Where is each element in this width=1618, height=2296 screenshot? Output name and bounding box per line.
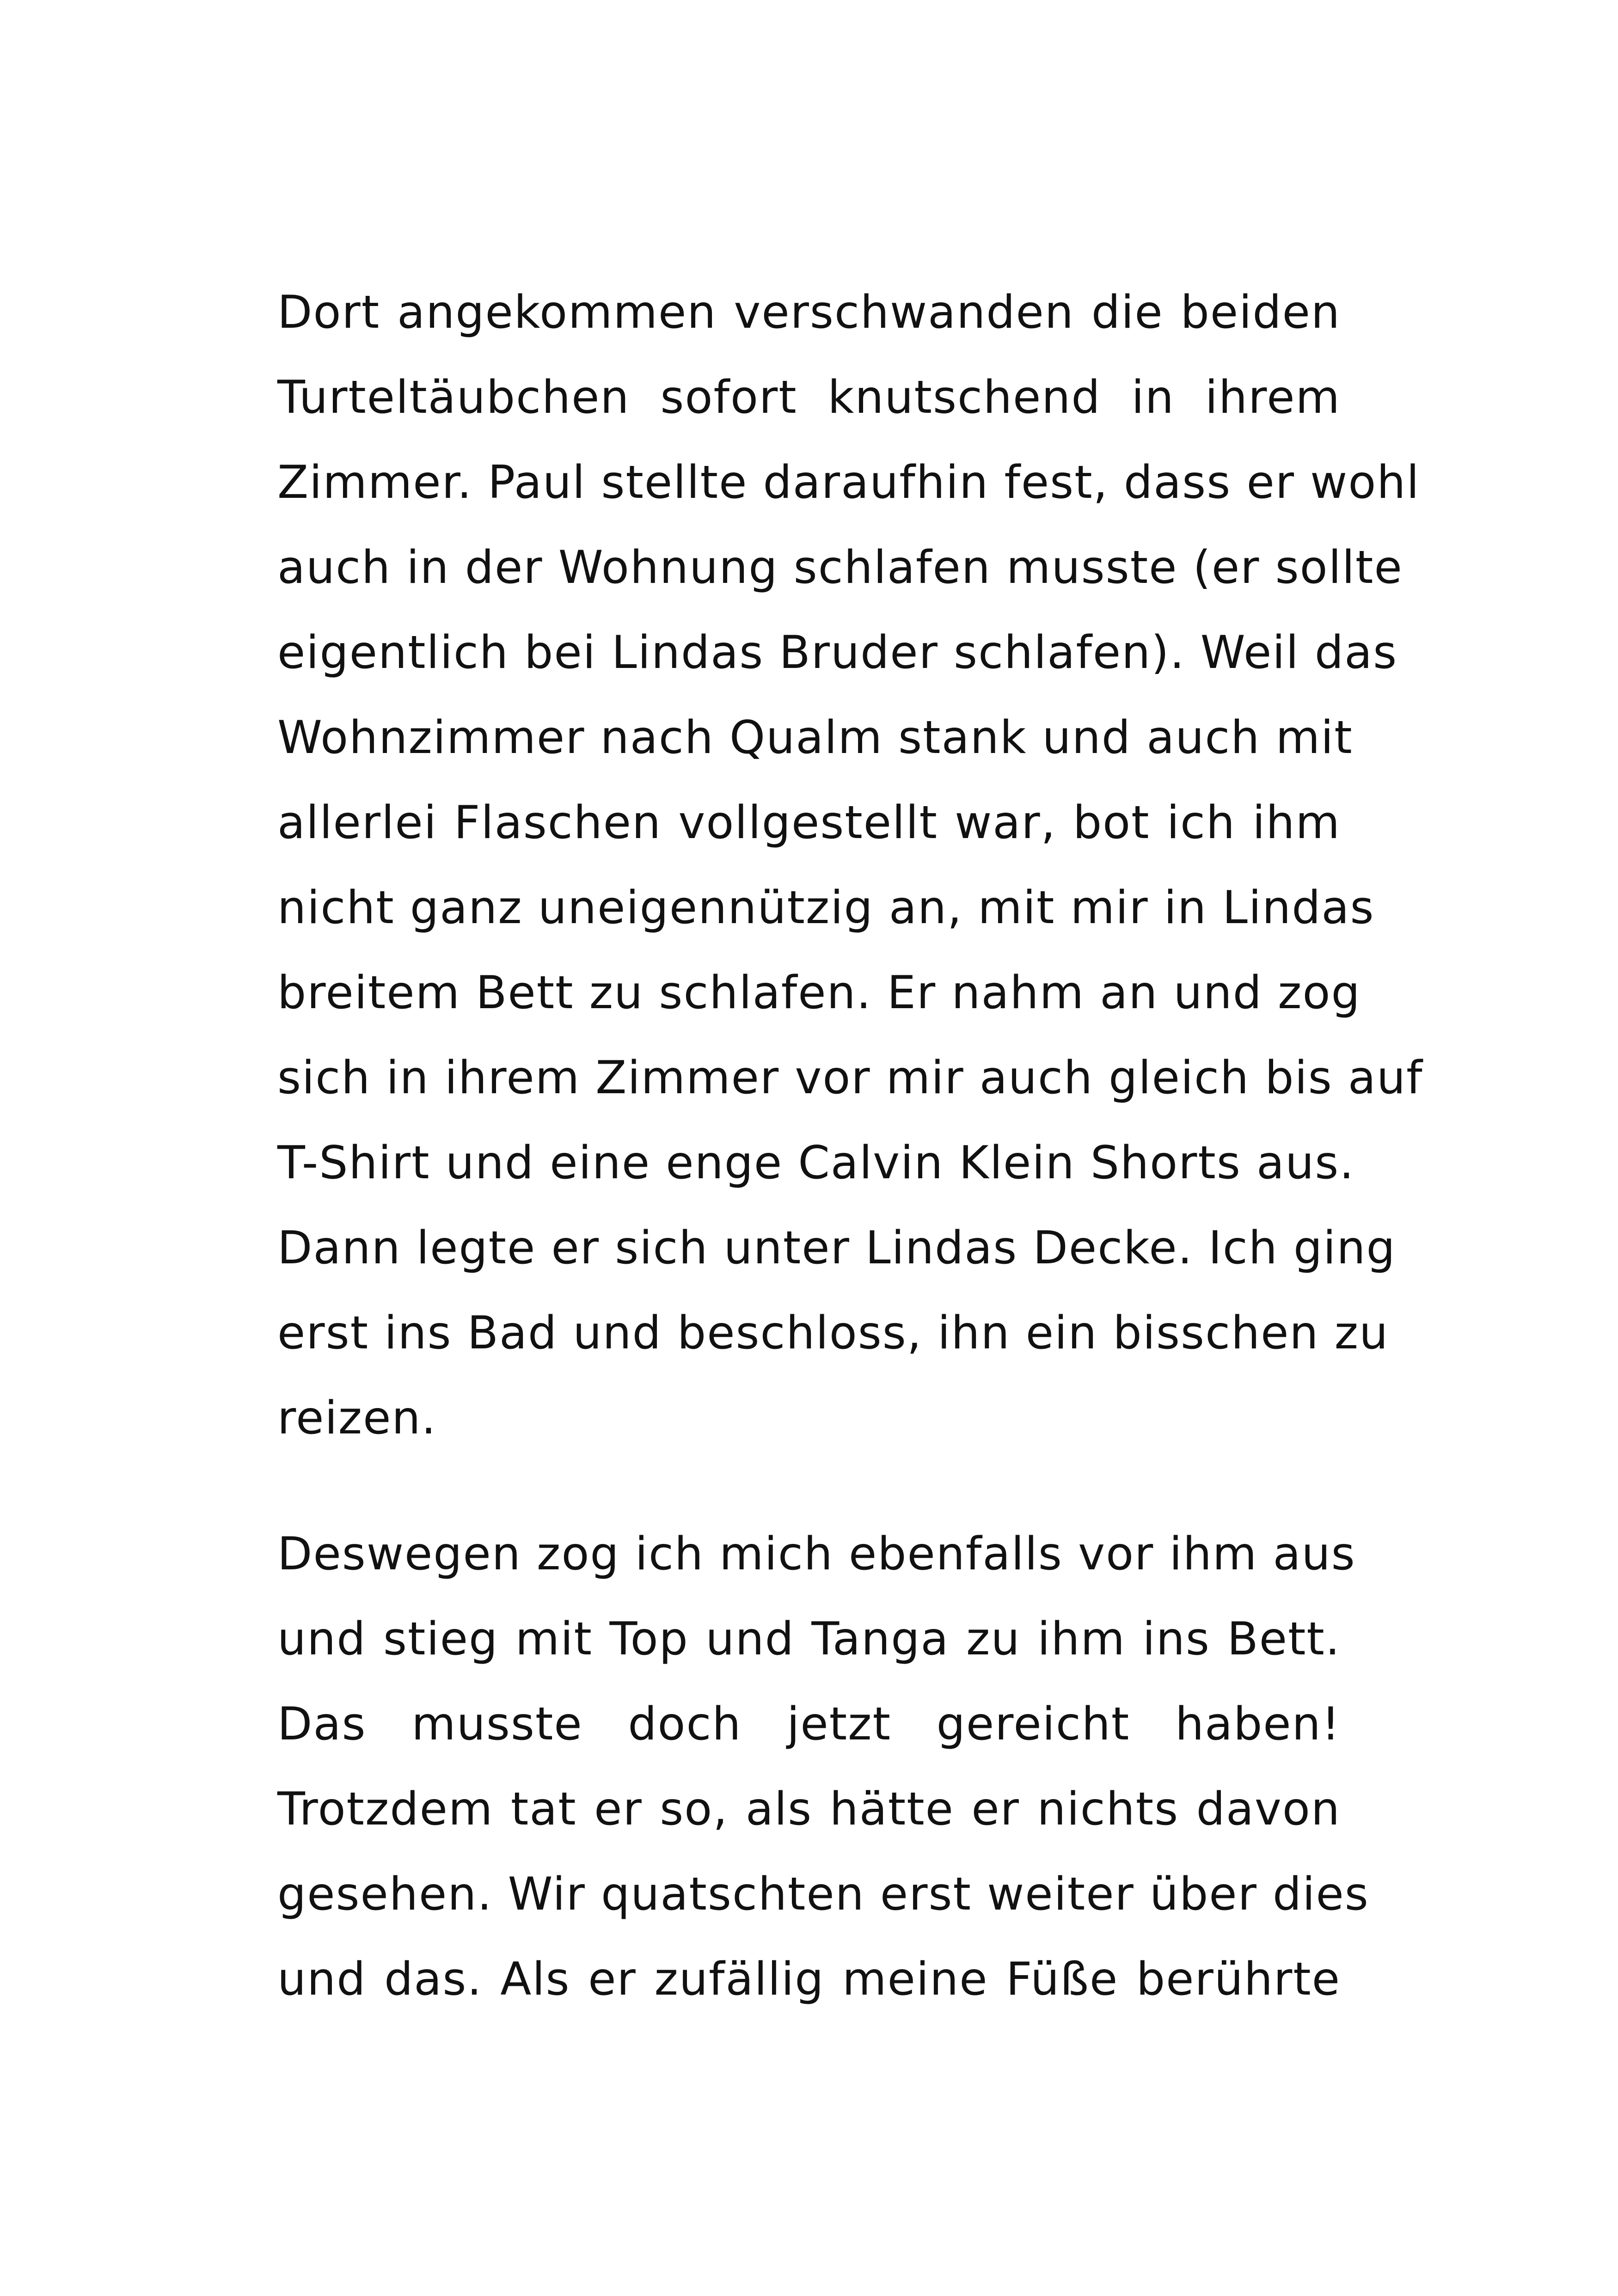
text-line: nicht ganz uneigennützig an, mit mir in Lindas xyxy=(277,882,1375,934)
text-line: Dort angekommen verschwanden die beiden xyxy=(277,286,1341,339)
text-line: Trotzdem tat er so, als hätte er nichts davon xyxy=(277,1783,1341,1836)
text-line: und das. Als er zufällig meine Füße berührte xyxy=(277,1953,1341,2006)
text-line: reizen. xyxy=(277,1392,437,1445)
paragraph-1 xyxy=(277,270,1423,1461)
text-line: breitem Bett zu schlafen. Er nahm an und zog xyxy=(277,967,1361,1019)
text-line: Deswegen zog ich mich ebenfalls vor ihm aus xyxy=(277,1528,1356,1580)
text-line: allerlei Flaschen vollgestellt war, bot ich ihm xyxy=(277,796,1341,849)
paragraph-2 xyxy=(277,1512,1369,2022)
text-line: Dann legte er sich unter Lindas Decke. Ich ging xyxy=(277,1222,1396,1274)
text-line: erst ins Bad und beschloss, ihn ein bisschen zu xyxy=(277,1307,1389,1359)
text-line: gesehen. Wir quatschten erst weiter über dies xyxy=(277,1868,1369,1921)
text-line: eigentlich bei Lindas Bruder schlafen). Weil das xyxy=(277,626,1398,679)
text-line: sich in ihrem Zimmer vor mir auch gleich bis auf xyxy=(277,1052,1423,1104)
text-line: und stieg mit Top und Tanga zu ihm ins Bett. xyxy=(277,1613,1341,1665)
text-line: Das musste doch jetzt gereicht haben! xyxy=(277,1698,1341,1751)
text-line: T-Shirt und eine enge Calvin Klein Shorts aus. xyxy=(277,1137,1355,1189)
text-line: Turteltäubchen sofort knutschend in ihrem xyxy=(277,371,1341,424)
text-line: auch in der Wohnung schlafen musste (er sollte xyxy=(277,541,1403,594)
text-line: Zimmer. Paul stellte daraufhin fest, dass er wohl xyxy=(277,456,1420,509)
text-line: Wohnzimmer nach Qualm stank und auch mit xyxy=(277,711,1353,764)
